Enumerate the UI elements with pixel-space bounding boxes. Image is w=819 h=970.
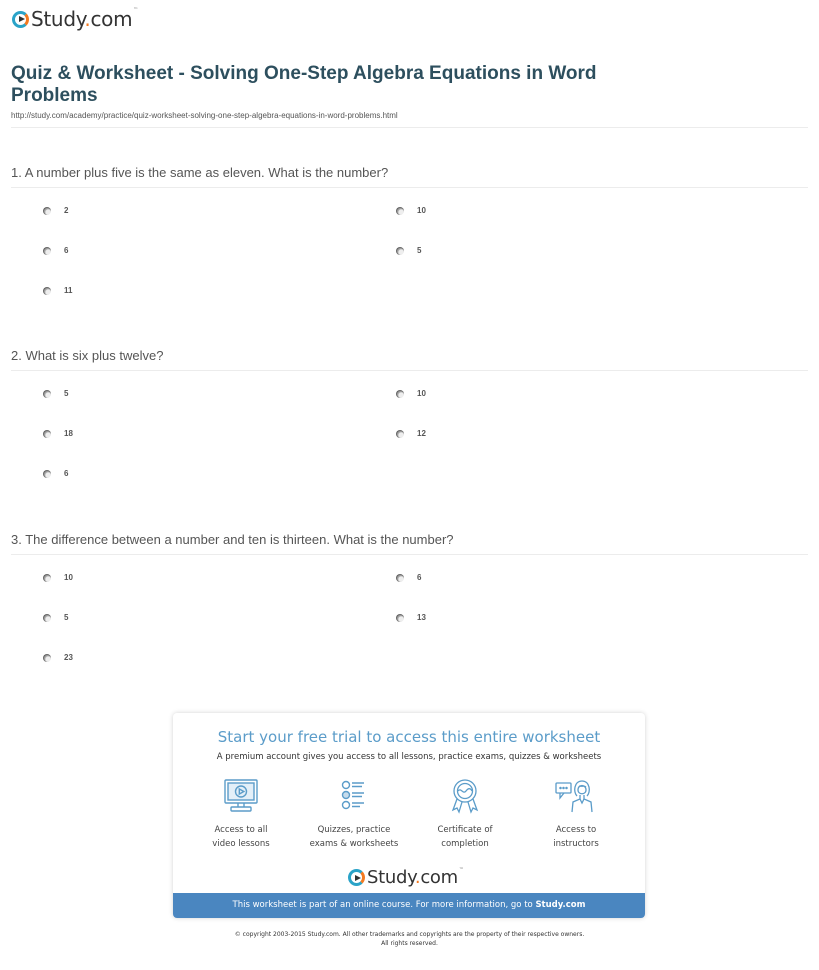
radio-button[interactable] bbox=[43, 430, 51, 438]
instructor-chat-icon bbox=[553, 778, 599, 814]
radio-button[interactable] bbox=[396, 207, 404, 215]
answer-option[interactable]: 5 bbox=[43, 389, 68, 398]
radio-button[interactable] bbox=[396, 430, 404, 438]
logo-wordmark: Study.com™ bbox=[367, 867, 464, 888]
radio-button[interactable] bbox=[43, 614, 51, 622]
certificate-ribbon-icon bbox=[446, 778, 484, 814]
feature-certificate bbox=[406, 778, 524, 851]
feature-label: Access to instructors bbox=[553, 825, 599, 849]
question-1 bbox=[11, 165, 808, 305]
question-text: 3. The difference between a number and ten is thirteen. What is the number? bbox=[11, 532, 454, 547]
page-title: Quiz & Worksheet - Solving One-Step Algebra Equations in Word Problems bbox=[11, 63, 597, 106]
radio-button[interactable] bbox=[43, 207, 51, 215]
feature-quizzes bbox=[295, 778, 413, 851]
study-com-link[interactable]: Study.com bbox=[535, 900, 586, 910]
answer-option[interactable]: 6 bbox=[43, 469, 68, 478]
free-trial-promo bbox=[173, 713, 645, 918]
radio-button[interactable] bbox=[43, 654, 51, 662]
feature-label: Access to all video lessons bbox=[212, 825, 270, 849]
radio-button[interactable] bbox=[43, 287, 51, 295]
answer-option[interactable]: 10 bbox=[396, 389, 426, 398]
answer-option[interactable]: 10 bbox=[43, 573, 73, 582]
answer-option[interactable]: 6 bbox=[43, 246, 68, 255]
answer-option[interactable]: 23 bbox=[43, 653, 73, 662]
page-url[interactable]: http://study.com/academy/practice/quiz-worksheet-solving-one-step-algebra-equations-in-word-problems.html bbox=[11, 111, 398, 120]
radio-button[interactable] bbox=[396, 390, 404, 398]
play-logo-icon bbox=[348, 869, 365, 886]
feature-label: Quizzes, practice exams & worksheets bbox=[309, 825, 399, 849]
question-text: 2. What is six plus twelve? bbox=[11, 348, 164, 363]
promo-info-bar: This worksheet is part of an online course. For more information, go to Study.com bbox=[173, 893, 645, 918]
play-logo-icon bbox=[12, 11, 29, 28]
promo-subtitle: A premium account gives you access to all lessons, practice exams, quizzes & worksheets bbox=[216, 752, 602, 762]
title-divider bbox=[11, 127, 808, 128]
study-com-logo[interactable] bbox=[12, 7, 138, 31]
answer-option[interactable]: 2 bbox=[43, 206, 68, 215]
question-divider bbox=[11, 370, 808, 371]
question-text: 1. A number plus five is the same as eleven. What is the number? bbox=[11, 165, 389, 180]
answer-option[interactable]: 11 bbox=[43, 286, 72, 295]
radio-button[interactable] bbox=[396, 614, 404, 622]
checklist-icon bbox=[335, 778, 373, 814]
radio-button[interactable] bbox=[396, 247, 404, 255]
feature-video-lessons bbox=[182, 778, 300, 851]
radio-button[interactable] bbox=[43, 247, 51, 255]
answer-option[interactable]: 13 bbox=[396, 613, 426, 622]
radio-button[interactable] bbox=[43, 574, 51, 582]
video-monitor-icon bbox=[222, 778, 260, 814]
radio-button[interactable] bbox=[396, 574, 404, 582]
promo-study-com-logo[interactable] bbox=[348, 867, 464, 888]
answer-option[interactable]: 10 bbox=[396, 206, 426, 215]
question-divider bbox=[11, 187, 808, 188]
promo-title[interactable]: Start your free trial to access this entire worksheet bbox=[217, 728, 601, 746]
radio-button[interactable] bbox=[43, 470, 51, 478]
answer-option[interactable]: 5 bbox=[43, 613, 68, 622]
feature-label: Certificate of completion bbox=[437, 825, 493, 849]
answer-option[interactable]: 5 bbox=[396, 246, 421, 255]
radio-button[interactable] bbox=[43, 390, 51, 398]
answer-option[interactable]: 18 bbox=[43, 429, 73, 438]
question-divider bbox=[11, 554, 808, 555]
question-3 bbox=[11, 532, 808, 672]
logo-wordmark: Study.com™ bbox=[31, 7, 138, 31]
copyright-footer: © copyright 2003-2015 Study.com. All other trademarks and copyrights are the property of their respective owners. All rights reserved. bbox=[234, 931, 585, 947]
answer-option[interactable]: 6 bbox=[396, 573, 421, 582]
feature-instructors bbox=[517, 778, 635, 851]
question-2 bbox=[11, 348, 808, 488]
answer-option[interactable]: 12 bbox=[396, 429, 426, 438]
